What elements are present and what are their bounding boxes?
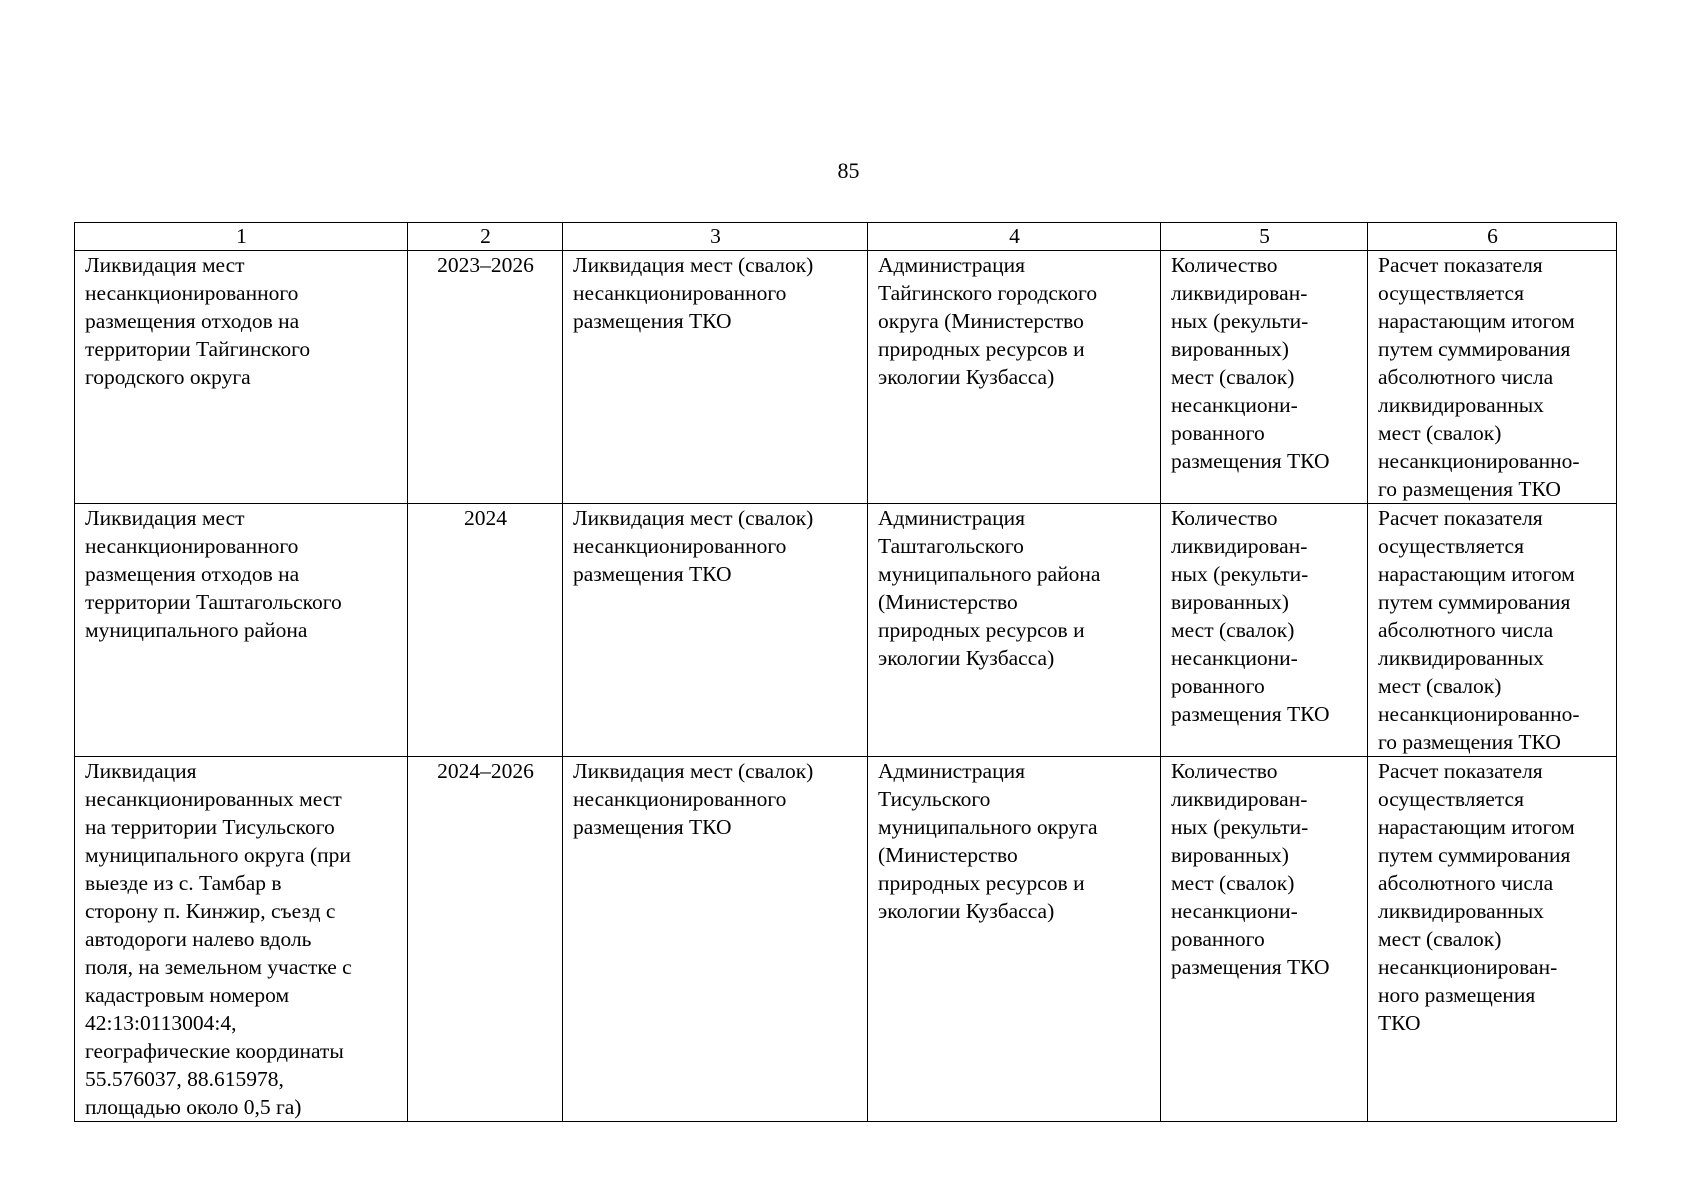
column-number-3: 3 [563,223,868,251]
executor-cell [868,251,1161,504]
table-row [75,757,1617,1122]
measure-name-cell [75,251,408,504]
table-header [75,223,1617,251]
column-number-5: 5 [1161,223,1368,251]
period: 2023–2026 [437,253,534,277]
header-row [75,223,1617,251]
executor-cell [868,757,1161,1122]
measure-name: Ликвидация мест несанкционированного размещения отходов на территории Тайгинского городского округа [85,253,311,389]
executor-cell [868,504,1161,757]
indicator: Количество ликвидирован- ных (рекульти- вированных) мест (свалок) несанкциони- рованного размещения ТКО [1171,506,1330,726]
result-cell [563,251,868,504]
column-number-6: 6 [1368,223,1617,251]
period-cell [408,757,563,1122]
calculation-method-cell [1368,504,1617,757]
calculation-method: Расчет показателя осуществляется нарастающим итогом путем суммирования абсолютного числа ликвидированных мест (свалок) несанкционированно- го размещения ТКО [1378,253,1580,501]
column-number-1: 1 [75,223,408,251]
indicator: Количество ликвидирован- ных (рекульти- вированных) мест (свалок) несанкциони- рованного размещения ТКО [1171,253,1330,473]
indicator-cell [1161,251,1368,504]
calculation-method-cell [1368,251,1617,504]
result: Ликвидация мест (свалок) несанкционированного размещения ТКО [573,759,814,839]
indicator: Количество ликвидирован- ных (рекульти- вированных) мест (свалок) несанкциони- рованного размещения ТКО [1171,759,1330,979]
table-row [75,504,1617,757]
executor: Администрация Таштагольского муниципального района (Министерство природных ресурсов и экологии Кузбасса) [878,506,1101,670]
indicator-cell [1161,504,1368,757]
calculation-method: Расчет показателя осуществляется нарастающим итогом путем суммирования абсолютного числа ликвидированных мест (свалок) несанкционированно- го размещения ТКО [1378,506,1580,754]
column-number-2: 2 [408,223,563,251]
measure-name-cell [75,757,408,1122]
result-cell [563,757,868,1122]
measure-name-cell [75,504,408,757]
result: Ликвидация мест (свалок) несанкционированного размещения ТКО [573,253,814,333]
result: Ликвидация мест (свалок) несанкционированного размещения ТКО [573,506,814,586]
period: 2024 [464,506,507,530]
table-row [75,251,1617,504]
calculation-method: Расчет показателя осуществляется нарастающим итогом путем суммирования абсолютного числа ликвидированных мест (свалок) несанкционирован- ного размещения ТКО [1378,759,1575,1035]
measure-name: Ликвидация несанкционированных мест на территории Тисульского муниципального округа (при выезде из с. Тамбар в сторону п. Кинжир, съезд с автодороги налево вдоль поля, на земельном участке с кадастровым номером 42:13:0113004:4, географические координаты 55.576037, 88.615978, площадью около 0,5 га) [85,759,352,1119]
column-number-4: 4 [868,223,1161,251]
indicator-cell [1161,757,1368,1122]
page-number: 85 [837,158,860,183]
measures-table [74,222,1617,1122]
calculation-method-cell [1368,757,1617,1122]
executor: Администрация Тисульского муниципального округа (Министерство природных ресурсов и экологии Кузбасса) [878,759,1098,923]
measure-name: Ликвидация мест несанкционированного размещения отходов на территории Таштагольского муниципального района [85,506,342,642]
result-cell [563,504,868,757]
period: 2024–2026 [437,759,534,783]
table-body [75,251,1617,1122]
period-cell [408,504,563,757]
executor: Администрация Тайгинского городского округа (Министерство природных ресурсов и экологии Кузбасса) [878,253,1098,389]
period-cell [408,251,563,504]
